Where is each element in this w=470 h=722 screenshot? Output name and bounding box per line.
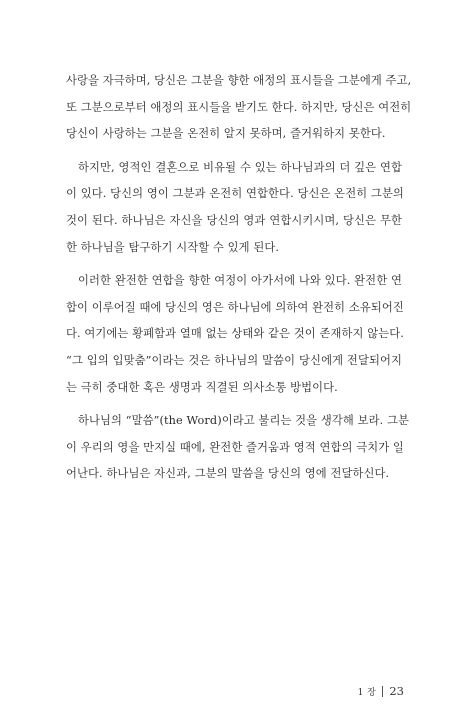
paragraph-3 xyxy=(66,268,402,401)
text-line: 이 우리의 영을 만지실 때에, 완전한 즐거움과 영적 연합의 극치가 일 xyxy=(66,440,404,454)
text-line: 사랑을 자극하며, 당신은 그분을 향한 애정의 표시들을 그분에게 주고, xyxy=(66,74,412,87)
body-text xyxy=(66,68,412,495)
page-number: 23 xyxy=(389,684,404,698)
text-line: 어난다. 하나님은 자신과, 그분의 말씀을 당신의 영에 전달하신다. xyxy=(66,467,390,481)
text-line: 다. 여기에는 황폐함과 열매 없는 상태와 같은 것이 존재하지 않는다. xyxy=(66,327,404,341)
chapter-label: 1 장 xyxy=(357,687,377,698)
paragraph-1 xyxy=(66,68,412,148)
text-line: 이 있다. 당신의 영이 그분과 온전히 연합한다. 당신은 온전히 그분의 xyxy=(66,187,404,201)
paragraph-2 xyxy=(66,155,402,261)
footer-divider xyxy=(382,686,383,697)
text-line: 또 그분으로부터 애정의 표시들을 받기도 한다. 하지만, 당신은 여전히 xyxy=(66,100,412,114)
text-line: 것이 된다. 하나님은 자신을 당신의 영과 연합시키시며, 당신은 무한 xyxy=(66,213,402,227)
text-line: 는 극히 중대한 혹은 생명과 직결된 의사소통 방법이다. xyxy=(66,380,338,394)
text-line: 당신이 사랑하는 그분을 온전히 알지 못하며, 즐거워하지 못한다. xyxy=(66,127,386,141)
text-line: 하나님의 “말씀”(the Word)이라고 불리는 것을 생각해 보라. 그분 xyxy=(78,414,410,428)
text-line: 한 하나님을 탐구하기 시작할 수 있게 된다. xyxy=(66,240,280,254)
text-line: “그 입의 입맞춤”이라는 것은 하나님의 말씀이 당신에게 전달되어지 xyxy=(66,353,402,367)
paragraph-4 xyxy=(66,408,410,488)
page-footer xyxy=(358,684,404,698)
text-line: 합이 이루어질 때에 당신의 영은 하나님에 의하여 완전히 소유되어진 xyxy=(66,300,404,314)
text-line: 하지만, 영적인 결혼으로 비유될 수 있는 하나님과의 더 깊은 연합 xyxy=(78,160,402,174)
text-line: 이러한 완전한 연합을 향한 여정이 아가서에 나와 있다. 완전한 연 xyxy=(78,274,402,288)
